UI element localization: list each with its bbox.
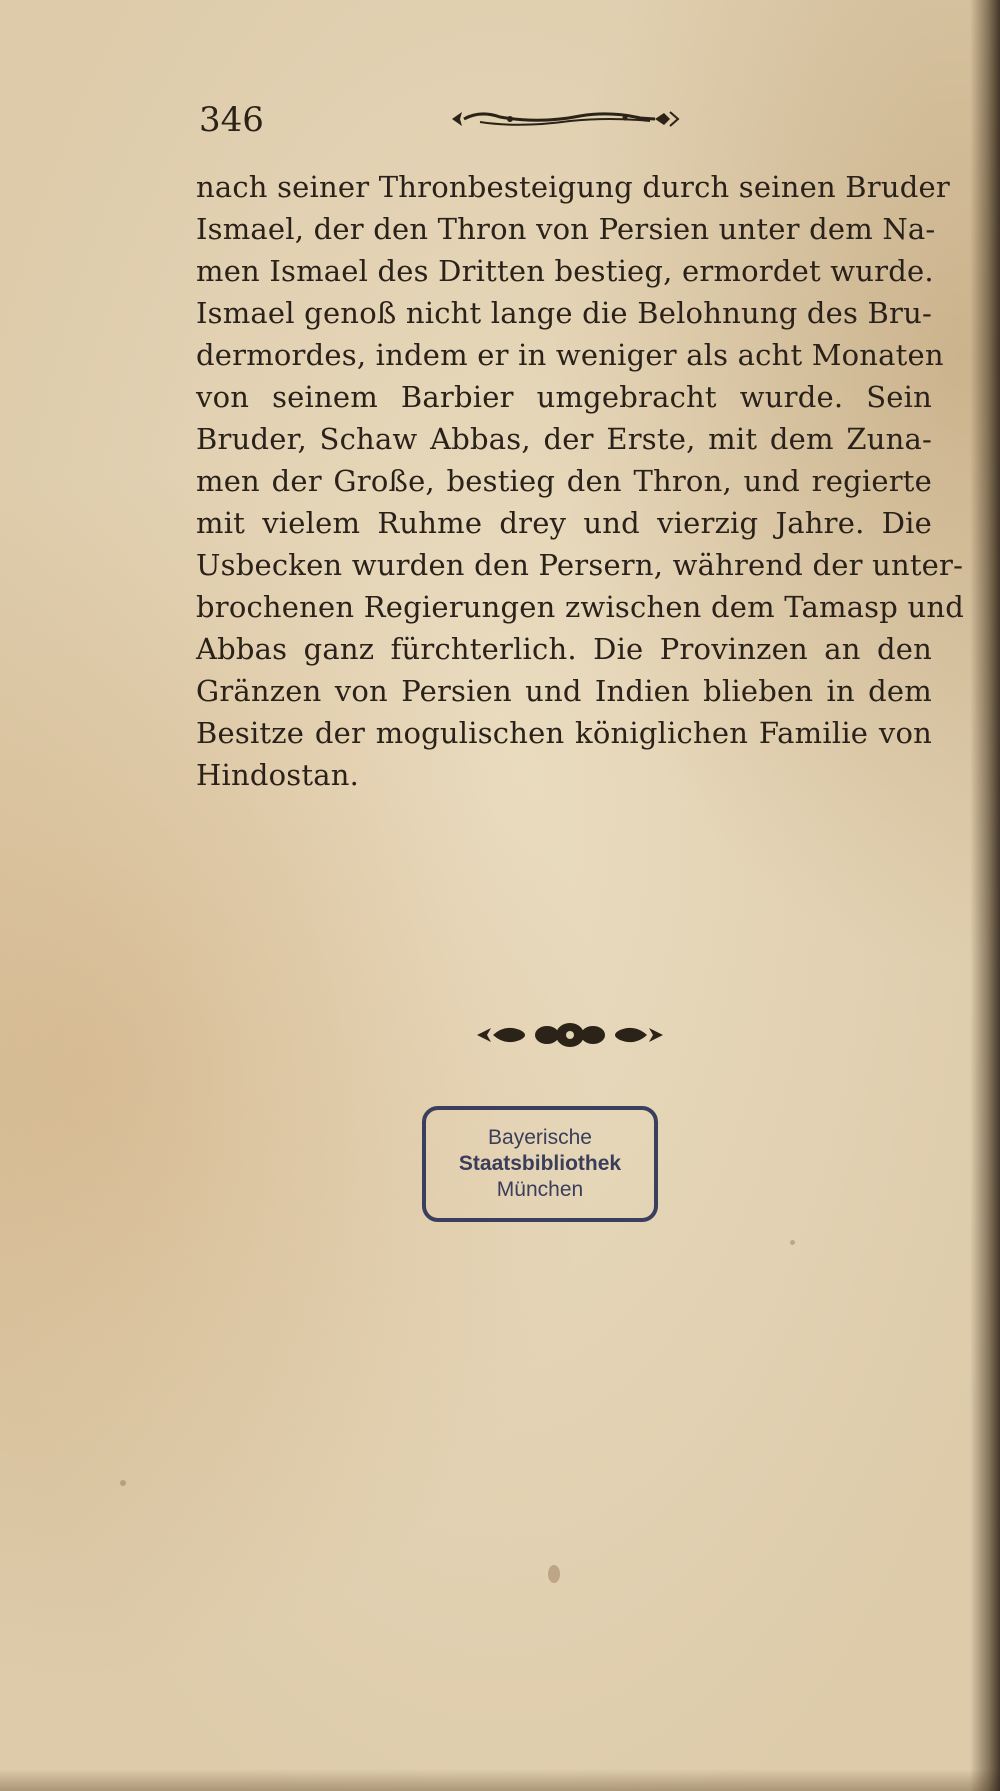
text-line: Besitze der mogulischen königlichen Familie von: [196, 716, 932, 750]
text-line: Hindostan.: [196, 758, 359, 792]
text-line: Ismael, der den Thron von Persien unter dem Na-: [196, 212, 936, 246]
paper-speck: [790, 1240, 795, 1245]
text-line: nach seiner Thronbesteigung durch seinen Bruder: [196, 170, 950, 204]
library-stamp: [422, 1106, 658, 1222]
text-line: men der Große, bestieg den Thron, und regierte: [196, 464, 932, 498]
text-line: mit vielem Ruhme drey und vierzig Jahre. Die: [196, 506, 932, 540]
end-ornament-icon: [475, 1018, 665, 1052]
body-text: [196, 166, 964, 796]
page-bottom-edge: [0, 1769, 1000, 1791]
text-line: Bruder, Schaw Abbas, der Erste, mit dem Zuna-: [196, 422, 932, 456]
text-line: Usbecken wurden den Persern, während der unter-: [196, 548, 964, 582]
text-line: Ismael genoß nicht lange die Belohnung des Bru-: [196, 296, 932, 330]
header-ornament-icon: [450, 108, 680, 130]
text-line: von seinem Barbier umgebracht wurde. Sein: [196, 380, 932, 414]
paper-speck: [120, 1480, 126, 1486]
page-spine-shadow: [970, 0, 1000, 1791]
stamp-line-3: München: [496, 1178, 584, 1201]
text-line: dermordes, indem er in weniger als acht Monaten: [196, 338, 944, 372]
text-line: Gränzen von Persien und Indien blieben in dem: [196, 674, 932, 708]
text-line: Abbas ganz fürchterlich. Die Provinzen an den: [196, 632, 932, 666]
page-number: 346: [199, 100, 264, 140]
paper-speck: [548, 1565, 560, 1583]
stamp-line-2: Staatsbibliothek: [458, 1152, 622, 1175]
text-line: men Ismael des Dritten bestieg, ermordet wurde.: [196, 254, 934, 288]
stamp-line-1: Bayerische: [488, 1126, 592, 1149]
text-line: brochenen Regierungen zwischen dem Tamasp und: [196, 590, 964, 624]
